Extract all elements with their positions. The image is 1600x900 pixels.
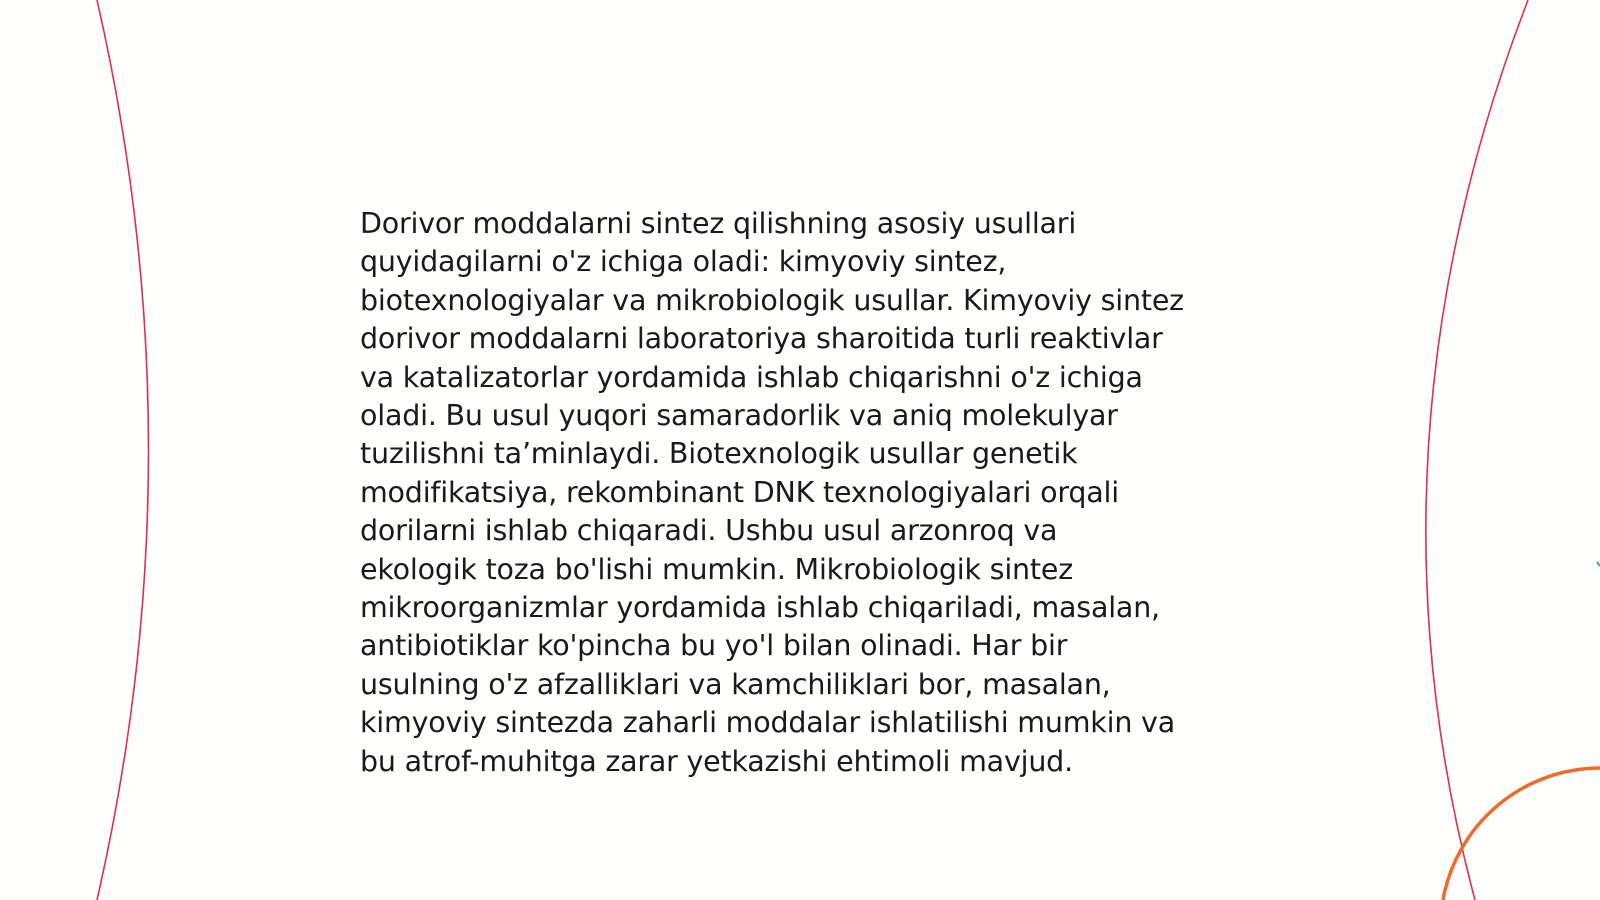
left-arc-decoration xyxy=(97,0,149,900)
right-arc-decoration xyxy=(1426,0,1528,900)
body-paragraph: Dorivor moddalarni sintez qilishning asosiy usullari quyidagilarni o'z ichiga oladi: kimyoviy sintez, biotexnologiyalar va mikrobiologik usullar. Kimyoviy sintez dorivor moddalarni laboratoriya sharoitida turli reaktivlar va katalizatorlar yordamida ishlab chiqarishni o'z ichiga oladi. Bu usul yuqori samaradorlik va aniq molekulyar tuzilishni ta’minlaydi. Biotexnologik usullar genetik modifikatsiya, rekombinant DNK texnologiyalari orqali dorilarni ishlab chiqaradi. Ushbu usul arzonroq va ekologik toza bo'lishi mumkin. Mikrobiologik sintez mikroorganizmlar yordamida ishlab chiqariladi, masalan, antibiotiklar ko'pincha bu yo'l bilan olinadi. Har bir usulning o'z afzalliklari va kamchiliklari bor, masalan, kimyoviy sintezda zaharli moddalar ishlatilishi mumkin va bu atrof-muhitga zarar yetkazishi ehtimoli mavjud. xyxy=(360,207,1184,778)
orange-circle-decoration xyxy=(1443,768,1600,900)
